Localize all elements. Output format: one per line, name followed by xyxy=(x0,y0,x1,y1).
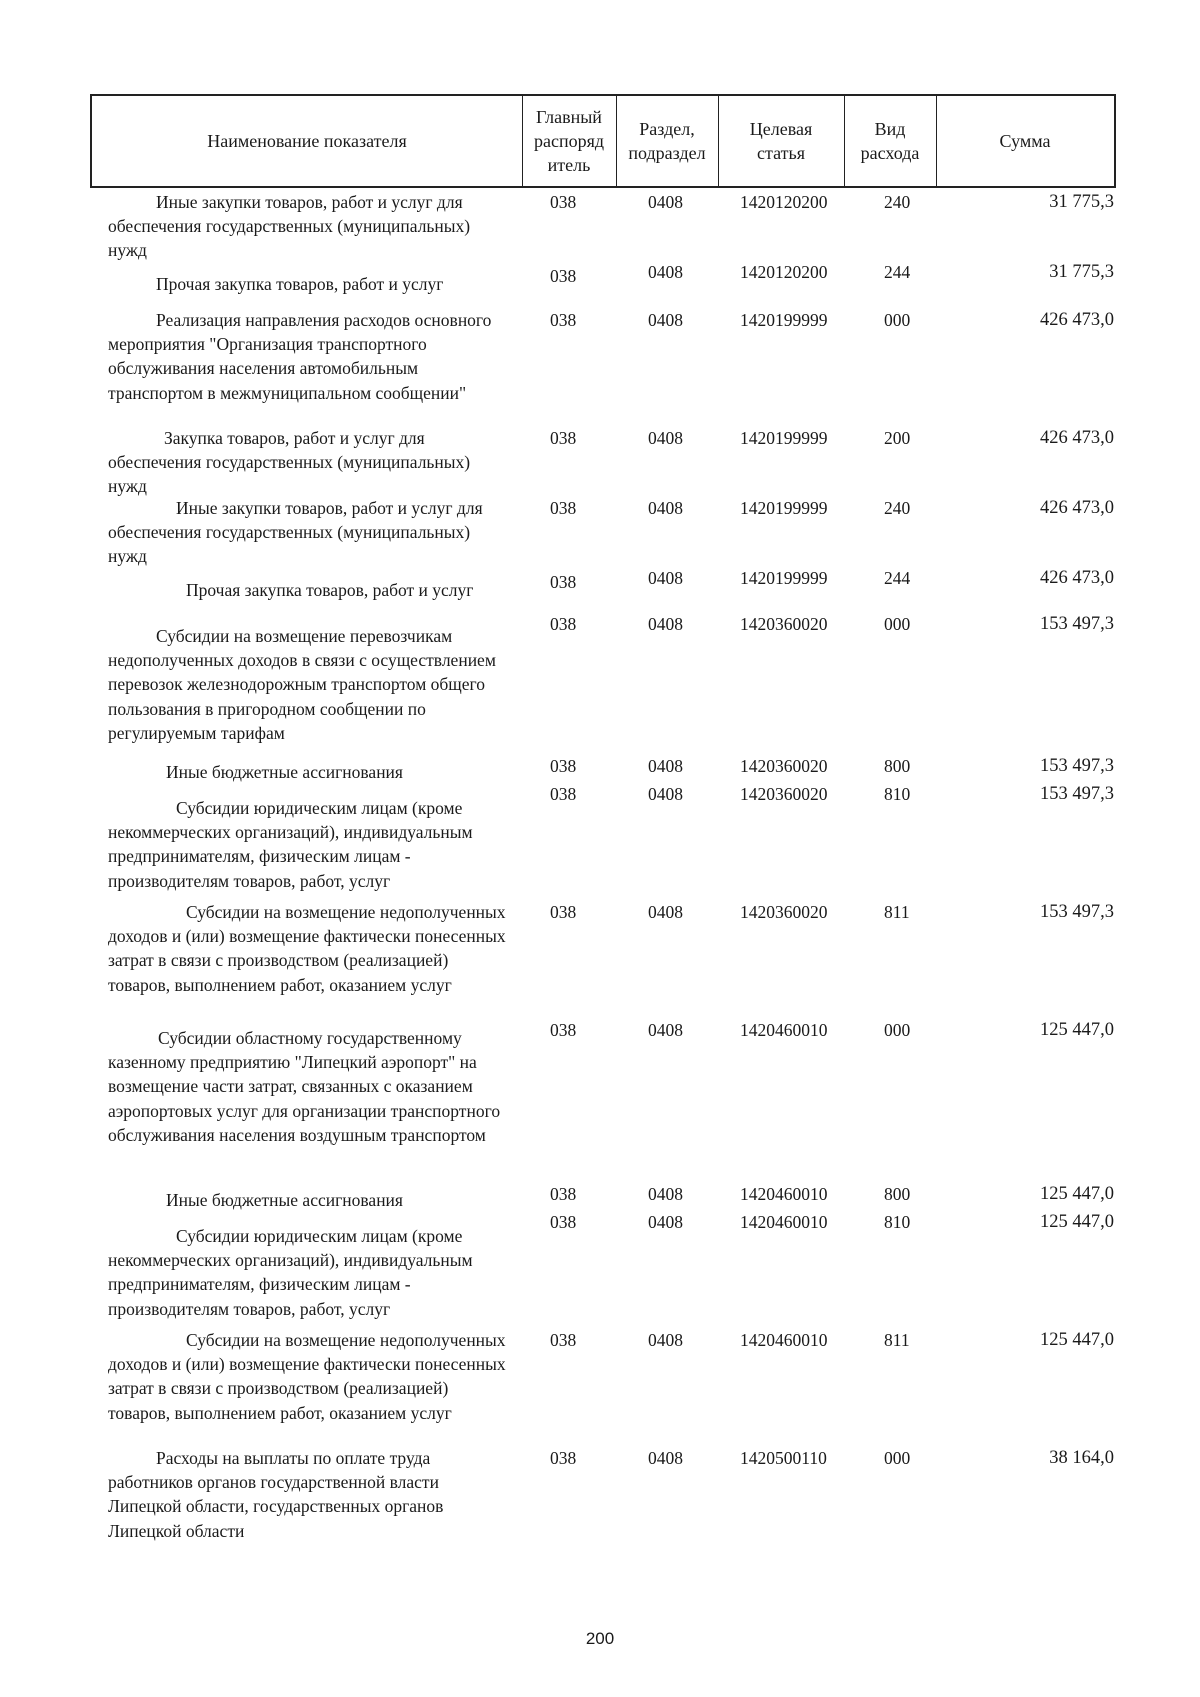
header-gr: Главный распоряд итель xyxy=(533,107,605,175)
row-gr: 038 xyxy=(550,428,577,448)
row-gr: 038 xyxy=(550,614,577,634)
row-gr: 038 xyxy=(550,1330,577,1350)
row-sum: 31 775,3 xyxy=(1049,192,1114,212)
row-cs: 1420460010 xyxy=(740,1330,828,1350)
row-vr: 800 xyxy=(884,756,911,776)
row-vr: 810 xyxy=(884,1212,911,1232)
header-cs: Целевая статья xyxy=(749,119,813,163)
table-header xyxy=(90,94,1116,188)
row-name: Субсидии на возмещение недополученных доходов и (или) возмещение фактически понесенных затрат в связи с производством (реализацией) товаров, выполнением работ, оказанием услуг xyxy=(108,1330,506,1423)
row-gr: 038 xyxy=(550,784,577,804)
row-sum: 426 473,0 xyxy=(1040,498,1114,518)
row-gr: 038 xyxy=(550,1020,577,1040)
row-name: Прочая закупка товаров, работ и услуг xyxy=(186,580,474,600)
row-cs: 1420460010 xyxy=(740,1184,828,1204)
header-vr: Вид расхода xyxy=(860,119,920,163)
row-gr: 038 xyxy=(550,192,577,212)
row-name: Иные бюджетные ассигнования xyxy=(166,762,403,782)
row-sum: 125 447,0 xyxy=(1040,1330,1114,1350)
header-sum: Сумма xyxy=(999,131,1051,151)
row-vr: 244 xyxy=(884,568,911,588)
row-sum: 153 497,3 xyxy=(1040,784,1114,804)
row-vr: 800 xyxy=(884,1184,911,1204)
row-name: Субсидии юридическим лицам (кроме некоммерческих организаций), индивидуальным предпринимателям, физическим лицам - производителям товаров, работ, услуг xyxy=(108,798,473,891)
row-vr: 000 xyxy=(884,310,911,330)
row-rz: 0408 xyxy=(648,1448,683,1468)
row-sum: 153 497,3 xyxy=(1040,902,1114,922)
row-gr: 038 xyxy=(550,572,577,592)
row-name: Иные бюджетные ассигнования xyxy=(166,1190,403,1210)
row-gr: 038 xyxy=(550,498,577,518)
row-rz: 0408 xyxy=(648,428,683,448)
row-cs: 1420120200 xyxy=(740,262,828,282)
row-rz: 0408 xyxy=(648,498,683,518)
row-rz: 0408 xyxy=(648,756,683,776)
row-gr: 038 xyxy=(550,1184,577,1204)
row-gr: 038 xyxy=(550,1212,577,1232)
row-vr: 240 xyxy=(884,192,911,212)
row-cs: 1420360020 xyxy=(740,614,828,634)
row-rz: 0408 xyxy=(648,568,683,588)
row-gr: 038 xyxy=(550,266,577,286)
row-sum: 31 775,3 xyxy=(1049,262,1114,282)
row-vr: 811 xyxy=(884,902,910,922)
row-cs: 1420120200 xyxy=(740,192,828,212)
row-name: Закупка товаров, работ и услуг для обеспечения государственных (муниципальных) нужд xyxy=(108,428,471,497)
row-sum: 125 447,0 xyxy=(1040,1212,1114,1232)
row-cs: 1420500110 xyxy=(740,1448,827,1468)
row-sum: 153 497,3 xyxy=(1040,614,1114,634)
row-cs: 1420199999 xyxy=(740,310,828,330)
row-name: Иные закупки товаров, работ и услуг для обеспечения государственных (муниципальных) нужд xyxy=(108,498,483,567)
row-name: Расходы на выплаты по оплате труда работников органов государственной власти Липецкой области, государственных органов Липецкой области xyxy=(108,1448,444,1541)
row-cs: 1420360020 xyxy=(740,902,828,922)
row-name: Прочая закупка товаров, работ и услуг xyxy=(156,274,444,294)
row-vr: 810 xyxy=(884,784,911,804)
row-sum: 125 447,0 xyxy=(1040,1020,1114,1040)
row-sum: 38 164,0 xyxy=(1049,1448,1114,1468)
row-vr: 240 xyxy=(884,498,911,518)
row-rz: 0408 xyxy=(648,1020,683,1040)
row-sum: 426 473,0 xyxy=(1040,310,1114,330)
row-rz: 0408 xyxy=(648,902,683,922)
row-name: Субсидии на возмещение недополученных доходов и (или) возмещение фактически понесенных затрат в связи с производством (реализацией) товаров, выполнением работ, оказанием услуг xyxy=(108,902,506,995)
row-cs: 1420199999 xyxy=(740,498,828,518)
row-rz: 0408 xyxy=(648,614,683,634)
row-gr: 038 xyxy=(550,902,577,922)
row-name: Субсидии юридическим лицам (кроме некоммерческих организаций), индивидуальным предпринимателям, физическим лицам - производителям товаров, работ, услуг xyxy=(108,1226,473,1319)
row-vr: 000 xyxy=(884,1448,911,1468)
row-vr: 811 xyxy=(884,1330,910,1350)
row-cs: 1420360020 xyxy=(740,756,828,776)
row-rz: 0408 xyxy=(648,1184,683,1204)
row-sum: 153 497,3 xyxy=(1040,756,1114,776)
row-sum: 426 473,0 xyxy=(1040,428,1114,448)
row-rz: 0408 xyxy=(648,262,683,282)
row-gr: 038 xyxy=(550,1448,577,1468)
row-gr: 038 xyxy=(550,310,577,330)
header-name: Наименование показателя xyxy=(207,131,407,151)
row-rz: 0408 xyxy=(648,192,683,212)
row-vr: 000 xyxy=(884,1020,911,1040)
row-vr: 200 xyxy=(884,428,911,448)
row-name: Субсидии областному государственному казенному предприятию "Липецкий аэропорт" на возмещение части затрат, связанных с оказанием аэропортовых услуг для организации транспортного обслуживания населения воздушным транспортом xyxy=(108,1028,501,1145)
page-number: 200 xyxy=(585,1629,615,1648)
row-vr: 000 xyxy=(884,614,911,634)
row-cs: 1420460010 xyxy=(740,1020,828,1040)
row-cs: 1420360020 xyxy=(740,784,828,804)
header-rz: Раздел, подраздел xyxy=(628,119,706,163)
row-cs: 1420460010 xyxy=(740,1212,828,1232)
row-rz: 0408 xyxy=(648,784,683,804)
row-cs: 1420199999 xyxy=(740,428,828,448)
row-sum: 426 473,0 xyxy=(1040,568,1114,588)
row-name: Субсидии на возмещение перевозчикам недополученных доходов в связи с осуществлением перевозок железнодорожным транспортом общего пользования в пригородном сообщении по регулируемым тарифам xyxy=(108,626,496,743)
row-gr: 038 xyxy=(550,756,577,776)
row-name: Реализация направления расходов основного мероприятия "Организация транспортного обслуживания населения автомобильным транспортом в межмуниципальном сообщении" xyxy=(108,310,492,403)
row-rz: 0408 xyxy=(648,1330,683,1350)
row-rz: 0408 xyxy=(648,1212,683,1232)
row-cs: 1420199999 xyxy=(740,568,828,588)
row-sum: 125 447,0 xyxy=(1040,1184,1114,1204)
row-rz: 0408 xyxy=(648,310,683,330)
row-name: Иные закупки товаров, работ и услуг для обеспечения государственных (муниципальных) нужд xyxy=(108,192,471,261)
row-vr: 244 xyxy=(884,262,911,282)
